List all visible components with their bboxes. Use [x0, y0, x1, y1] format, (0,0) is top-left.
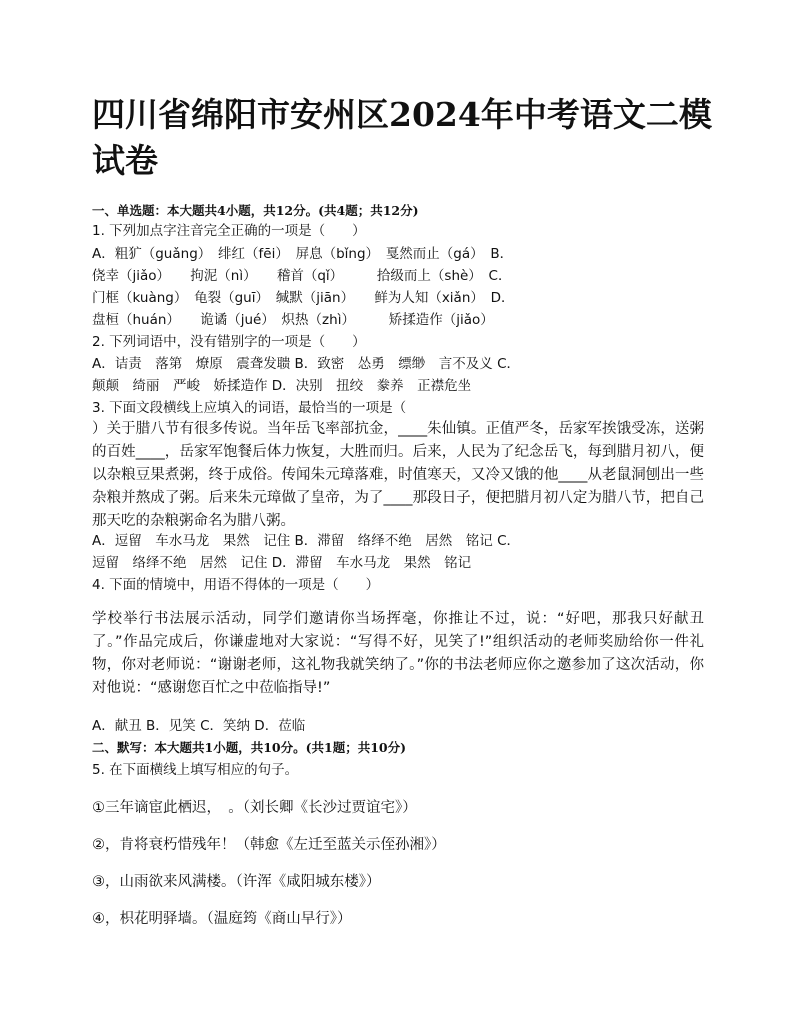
section-2-heading: 二、默写：本大题共1小题，共10分。(共1题；共10分) [92, 740, 407, 755]
q4-options: A．献丑 B．见笑 C．笑纳 D．莅临 [92, 718, 306, 734]
q3-options-line-1: A．逗留 车水马龙 果然 记住 B．滞留 络绎不绝 居然 铭记 C． [92, 533, 521, 549]
q3-passage: ）关于腊八节有很多传说。当年岳飞率部抗金，____朱仙镇。正值严冬，岳家军挨饿受冻，送粥的百姓____，岳家军饱餐后体力恢复，大胜而归。后来，人民为了纪念岳飞，每到腊月初八，便以杂粮豆果煮粥，终于成俗。传闻朱元璋落难，时值寒天，又冷又饿的他____从老鼠洞刨出一些杂粮并熬成了粥。后来朱元璋做了皇帝，为了____那段日子，便把腊月初八定为腊八节，把自己那天吃的杂粮粥命名为腊八粥。 [92, 421, 704, 529]
q2-options-line-2: 颠颠 绮丽 严峻 娇揉造作 D．决别 扭绞 豢养 正襟危坐 [92, 378, 472, 394]
q1-options-line-2: 侥幸（jiǎo） 拘泥（nì） 稽首（qǐ） 拾级而上（shè） C． [92, 268, 512, 284]
q1-options-line-1: A．粗犷（guǎng） 绯红（fēi） 屏息（bǐng） 戛然而止（gá） B． [92, 246, 514, 262]
section-1-heading: 一、单选题：本大题共4小题，共12分。(共4题；共12分) [92, 203, 419, 218]
q4-passage: 学校举行书法展示活动，同学们邀请你当场挥毫，你推让不过，说：“好吧，那我只好献丑了。”作品完成后，你谦虚地对大家说：“写得不好，见笑了!”组织活动的老师奖励给你一件礼物，你对老师说：“谢谢老师，这礼物我就笑纳了。”你的书法老师应你之邀参加了这次活动，你对他说：“感谢您百忙之中莅临指导!” [92, 611, 704, 696]
q5-stem: 5. 在下面横线上填写相应的句子。 [92, 762, 299, 778]
q2-stem: 2. 下列词语中，没有错别字的一项是（ ） [92, 334, 366, 350]
q1-options-line-4: 盘桓（huán） 诡谲（jué） 炽热（zhì） 矫揉造作（jiǎo） [92, 312, 494, 328]
q5-item-1: ①三年谪宦此栖迟， 。（刘长卿《长沙过贾谊宅》） [92, 800, 417, 816]
page-title: 四川省绵阳市安州区2024年中考语文二模试卷 [92, 95, 712, 180]
q5-item-3: ③，山雨欲来风满楼。（许浑《咸阳城东楼》） [92, 874, 381, 890]
q2-options-line-1: A．诘责 落第 燎原 震聋发聩 B．致密 怂勇 缥缈 言不及义 C． [92, 356, 521, 372]
q5-item-2: ②，肯将衰朽惜残年！（韩愈《左迁至蓝关示侄孙湘》） [92, 837, 446, 853]
q1-options-line-3: 门框（kuàng） 龟裂（guī） 缄默（jiān） 鲜为人知（xiǎn） D． [92, 290, 515, 306]
q1-stem: 1. 下列加点字注音完全正确的一项是（ ） [92, 223, 366, 239]
q5-item-4: ④，枳花明驿墙。（温庭筠《商山早行》） [92, 911, 352, 927]
q3-stem: 3. 下面文段横线上应填入的词语，最恰当的一项是（ [92, 400, 407, 416]
q4-stem: 4. 下面的情境中，用语不得体的一项是（ ） [92, 577, 380, 593]
q3-options-line-2: 逗留 络绎不绝 居然 记住 D．滞留 车水马龙 果然 铭记 [92, 555, 472, 571]
